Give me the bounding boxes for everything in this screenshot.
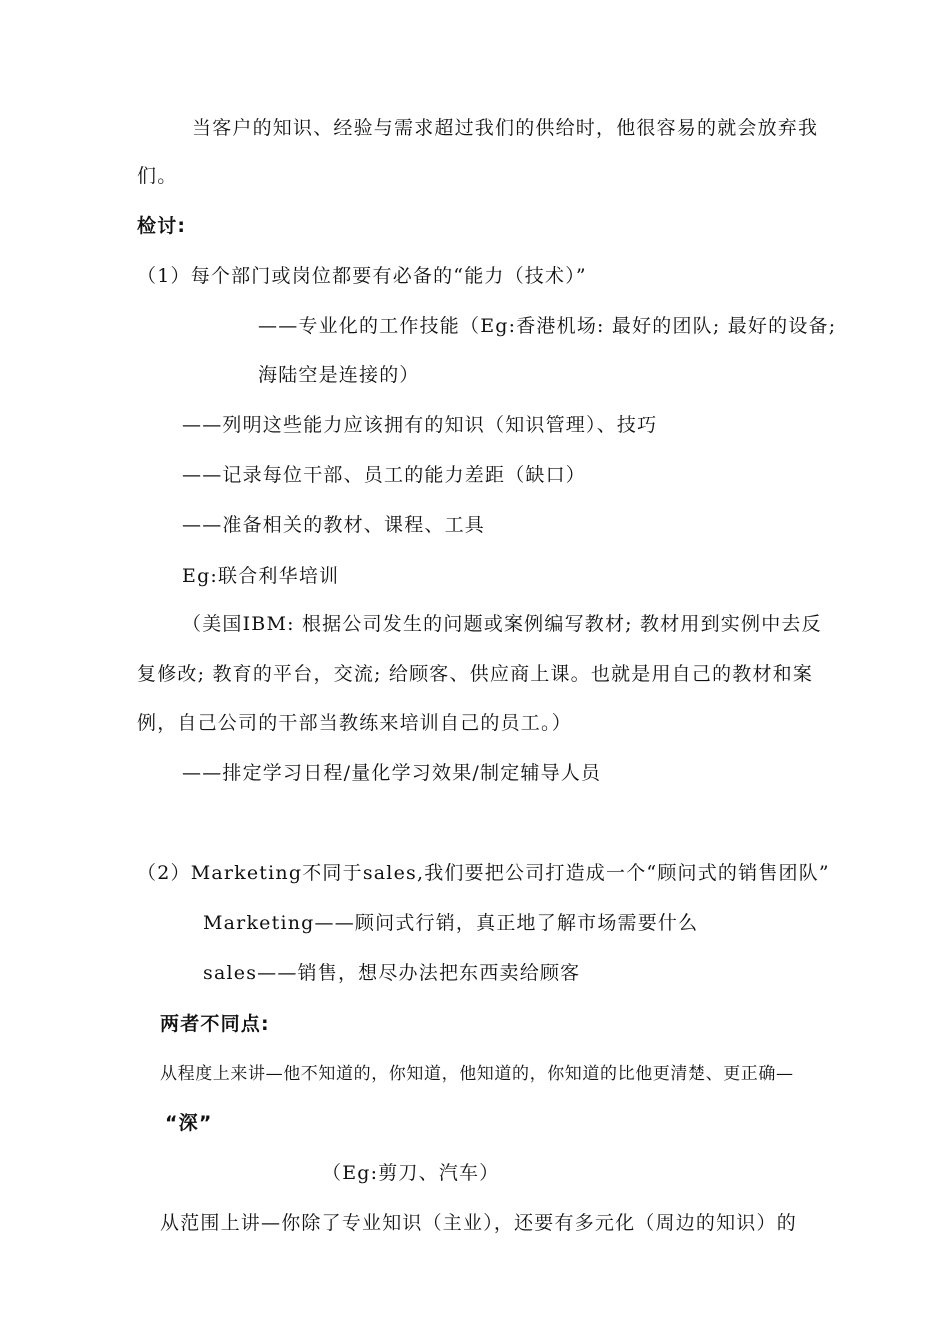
paragraph-intro-line-1: 当客户的知识、经验与需求超过我们的供给时，他很容易的就会放弃我 — [192, 117, 819, 139]
item-1-ibm-line-2: 复修改; 教育的平台，交流; 给顾客、供应商上课。也就是用自己的教材和案 — [137, 663, 814, 685]
item-2-marketing: Marketing——顾问式行销，真正地了解市场需要什么 — [203, 912, 699, 934]
heading-review: 检讨: — [137, 215, 187, 237]
item-1-title: （1）每个部门或岗位都要有必备的“能力（技术）” — [137, 265, 587, 287]
item-1-sub-3: ——记录每位干部、员工的能力差距（缺口） — [182, 464, 587, 486]
item-1-sub-4: ——准备相关的教材、课程、工具 — [182, 514, 486, 536]
item-1-eg: Eg:联合利华培训 — [182, 565, 340, 587]
item-2-title: （2）Marketing不同于sales,我们要把公司打造成一个“顾问式的销售团队” — [137, 862, 830, 884]
difference-scope: 从范围上讲—你除了专业知识（主业），还要有多元化（周边的知识）的 — [160, 1212, 797, 1234]
difference-example: （Eg:剪刀、汽车） — [322, 1162, 500, 1184]
heading-differences: 两者不同点: — [160, 1013, 270, 1035]
difference-deep: “深” — [165, 1112, 213, 1134]
item-1-sub-5: ——排定学习日程/量化学习效果/制定辅导人员 — [182, 762, 602, 784]
item-1-sub-1-line-1: ——专业化的工作技能（Eg:香港机场: 最好的团队; 最好的设备; — [258, 315, 837, 337]
item-1-sub-2: ——列明这些能力应该拥有的知识（知识管理）、技巧 — [182, 414, 658, 436]
item-2-sales: sales——销售，想尽办法把东西卖给顾客 — [203, 962, 581, 984]
item-1-ibm-line-1: （美国IBM: 根据公司发生的问题或案例编写教材; 教材用到实例中去反 — [182, 613, 822, 635]
paragraph-intro-line-2: 们。 — [137, 165, 178, 187]
difference-degree: 从程度上来讲—他不知道的，你知道，他知道的，你知道的比他更清楚、更正确— — [160, 1064, 794, 1084]
item-1-sub-1-line-2: 海陆空是连接的） — [258, 364, 420, 386]
item-1-ibm-line-3: 例，自己公司的干部当教练来培训自己的员工。） — [137, 712, 572, 734]
